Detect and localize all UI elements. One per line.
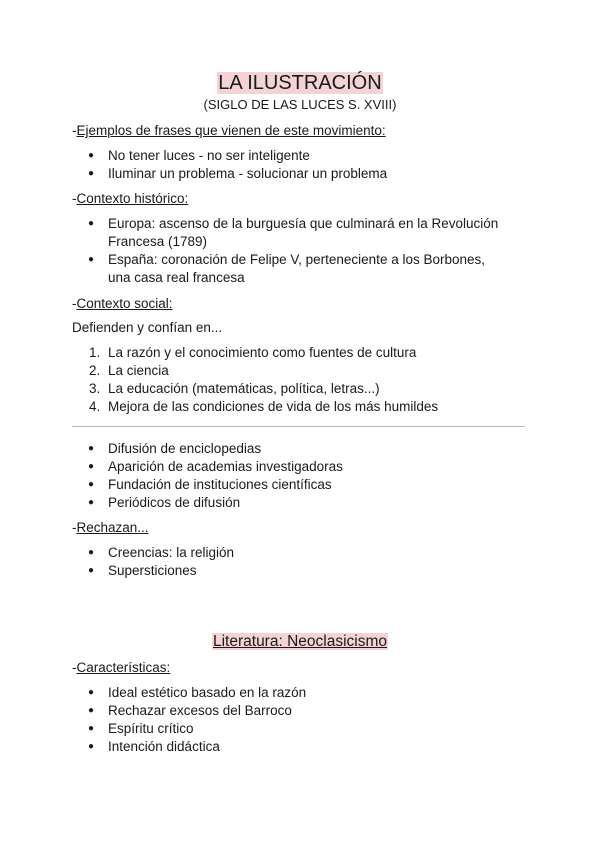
list-item [108,251,498,287]
list-item: ● Supersticiones [108,562,234,580]
list-item [89,362,438,380]
list-item [89,398,439,416]
heading-prefix: - [72,660,77,675]
social-numbered-list [89,344,439,416]
list-number: 1. [89,345,101,360]
list-item-line: Francesa (1789) [108,234,208,249]
heading-text: Características: [76,660,171,675]
list-number: 2. [89,363,101,378]
section-heading-caracteristicas [72,659,170,677]
section-heading-social [72,295,173,313]
list-item-text: La educación (matemáticas, política, letras...) [108,381,380,396]
list-item: ● Ideal estético basado en la razón [108,684,306,702]
list-item-text: La razón y el conocimiento como fuentes de cultura [108,345,417,360]
page-title [0,70,600,96]
heading-prefix: - [72,520,77,535]
social-bullet-list [108,440,343,512]
list-item [108,215,498,251]
list-item: ● Espíritu crítico [108,720,306,738]
literatura-title [0,632,600,652]
section-heading-frases [72,122,386,140]
list-item-text: Mejora de las condiciones de vida de los más humildes [108,399,439,414]
list-number: 3. [89,381,101,396]
list-item-line: ● España: coronación de Felipe V, perteneciente a los Borbones, [108,252,486,267]
literatura-title-text: Literatura: Neoclasicismo [212,633,387,650]
list-item: ● Difusión de enciclopedias [108,440,343,458]
social-intro: Defienden y confían en... [72,320,223,335]
list-item-text: La ciencia [108,363,169,378]
rechazan-list [108,544,234,580]
list-item: ● Iluminar un problema - solucionar un problema [108,165,387,183]
section-heading-rechazan [72,519,149,537]
list-item: ● Periódicos de difusión [108,494,343,512]
list-item [89,344,438,362]
historico-list [108,215,498,287]
heading-prefix: - [72,123,77,138]
heading-text: Rechazan... [76,520,149,535]
page-title-text: LA ILUSTRACIÓN [218,72,382,94]
list-item: ● Intención didáctica [108,738,306,756]
list-item: ● Creencias: la religión [108,544,234,562]
heading-text: Ejemplos de frases que vienen de este movimiento: [76,123,386,138]
list-item: ● No tener luces - no ser inteligente [108,147,387,165]
list-number: 4. [89,399,101,414]
heading-text: Contexto histórico: [76,191,189,206]
heading-text: Contexto social: [76,296,173,311]
page-subtitle: (SIGLO DE LAS LUCES S. XVIII) [203,97,397,112]
horizontal-rule [72,426,525,427]
list-item: ● Aparición de academias investigadoras [108,458,343,476]
caracteristicas-list [108,684,306,756]
list-item-line: una casa real francesa [108,270,245,285]
heading-prefix: - [72,296,77,311]
list-item-line: ● Europa: ascenso de la burguesía que culminará en la Revolución [108,216,499,231]
list-item [89,380,438,398]
frases-list [108,147,387,183]
list-item: ● Fundación de instituciones científicas [108,476,343,494]
section-heading-historico [72,190,188,208]
list-item: ● Rechazar excesos del Barroco [108,702,306,720]
heading-prefix: - [72,191,77,206]
